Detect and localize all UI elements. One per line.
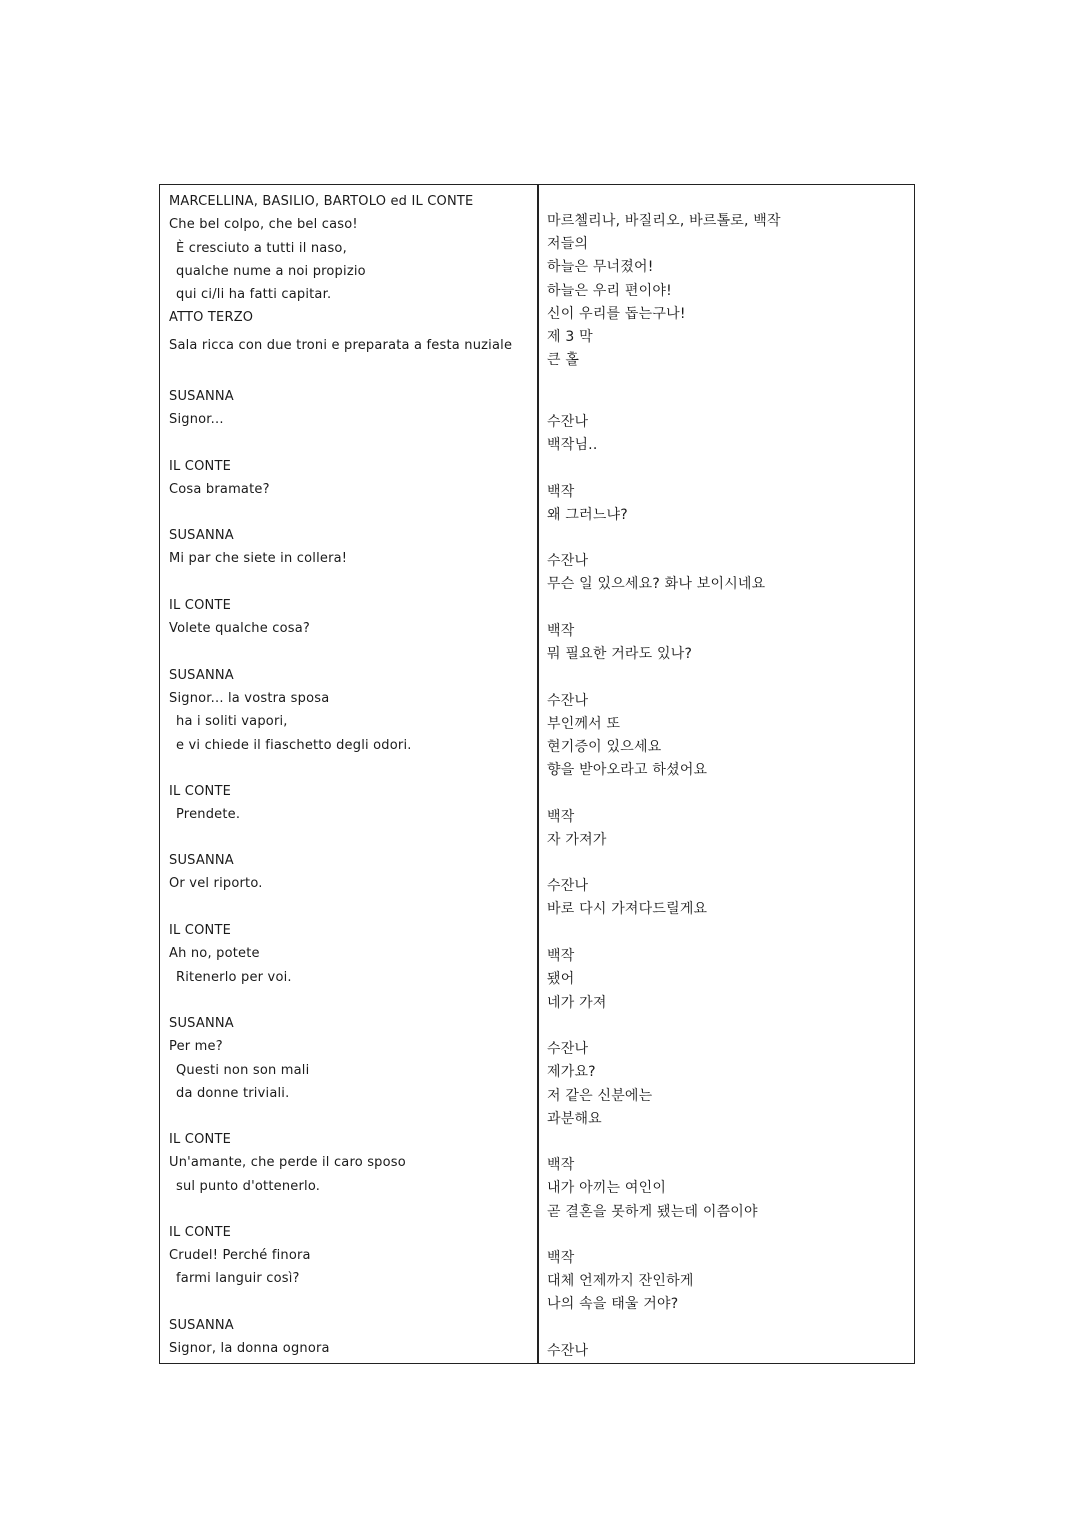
text-line: e vi chiede il fiaschetto degli odori. <box>176 738 412 753</box>
text-line: 백작님.. <box>547 437 598 453</box>
text-line: 됐어 <box>547 971 575 987</box>
text-line: 향을 받아오라고 하셨어요 <box>547 762 708 778</box>
speaker-name: SUSANNA <box>169 389 234 404</box>
text-line: È cresciuto a tutti il naso, <box>176 241 347 256</box>
text-line: Ah no, potete <box>169 946 260 961</box>
speaker-name: 백작 <box>547 1157 575 1173</box>
speaker-name: 수잔나 <box>547 553 589 569</box>
text-line: 곧 결혼을 못하게 됐는데 이쯤이야 <box>547 1204 758 1220</box>
speaker-name: 백작 <box>547 948 575 964</box>
text-line: 뭐 필요한 거라도 있나? <box>547 646 693 662</box>
text-line: 신이 우리를 돕는구나! <box>547 306 686 322</box>
speaker-name: IL CONTE <box>169 1132 231 1147</box>
text-line: 하늘은 무너졌어! <box>547 259 654 275</box>
text-line: Signor, la donna ognora <box>169 1341 330 1356</box>
text-line: Prendete. <box>176 807 241 822</box>
speaker-name: 수잔나 <box>547 1343 589 1359</box>
text-line: Cosa bramate? <box>169 482 270 497</box>
text-line: 무슨 일 있으세요? 화나 보이시네요 <box>547 576 766 592</box>
text-line: 하늘은 우리 편이야! <box>547 283 672 299</box>
text-line: farmi languir così? <box>176 1271 300 1286</box>
stage-direction: Sala ricca con due troni e preparata a festa nuziale <box>169 338 513 353</box>
text-line: Ritenerlo per voi. <box>176 970 292 985</box>
speaker-name: SUSANNA <box>169 1016 234 1031</box>
text-line: Signor... la vostra sposa <box>169 691 330 706</box>
speaker-name: 백작 <box>547 1250 575 1266</box>
text-line: Signor... <box>169 412 224 427</box>
text-line: 저 같은 신분에는 <box>547 1088 653 1104</box>
text-line: 대체 언제까지 잔인하게 <box>547 1273 694 1289</box>
text-line: Questi non son mali <box>176 1063 310 1078</box>
text-line: da donne triviali. <box>176 1086 290 1101</box>
speaker-name: SUSANNA <box>169 853 234 868</box>
speaker-name: 백작 <box>547 809 575 825</box>
speaker-name: IL CONTE <box>169 1225 231 1240</box>
text-line: 현기증이 있으세요 <box>547 739 662 755</box>
text-line: sul punto d'ottenerlo. <box>176 1179 321 1194</box>
text-line: 네가 가져 <box>547 995 607 1011</box>
speaker-name: 수잔나 <box>547 1041 589 1057</box>
text-line: 부인께서 또 <box>547 716 621 732</box>
text-line: 자 가져가 <box>547 832 607 848</box>
speaker-name: SUSANNA <box>169 668 234 683</box>
act-title: 제 3 막 <box>547 329 593 345</box>
text-line: Mi par che siete in collera! <box>169 551 348 566</box>
text-line: 왜 그러느냐? <box>547 507 628 523</box>
speaker-name: SUSANNA <box>169 1318 234 1333</box>
speaker-name: 수잔나 <box>547 878 589 894</box>
text-line: 저들의 <box>547 236 589 252</box>
text-line: 바로 다시 가져다드릴게요 <box>547 901 708 917</box>
speaker-name: IL CONTE <box>169 923 231 938</box>
text-line: Che bel colpo, che bel caso! <box>169 217 358 232</box>
text-line: qui ci/li ha fatti capitar. <box>176 287 332 302</box>
speaker-name: 수잔나 <box>547 693 589 709</box>
speaker-name: IL CONTE <box>169 784 231 799</box>
header-speakers: MARCELLINA, BASILIO, BARTOLO ed IL CONTE <box>169 194 474 209</box>
text-line: Per me? <box>169 1039 223 1054</box>
speaker-name: 백작 <box>547 623 575 639</box>
text-line: 나의 속을 태울 거야? <box>547 1296 679 1312</box>
speaker-name: IL CONTE <box>169 459 231 474</box>
text-line: qualche nume a noi propizio <box>176 264 366 279</box>
stage-direction: 큰 홀 <box>547 352 580 368</box>
text-line: 과분해요 <box>547 1111 602 1127</box>
text-line: Volete qualche cosa? <box>169 621 311 636</box>
act-title: ATTO TERZO <box>169 310 254 325</box>
text-line: Un'amante, che perde il caro sposo <box>169 1155 406 1170</box>
text-line: Or vel riporto. <box>169 876 263 891</box>
text-line: 내가 아끼는 여인이 <box>547 1180 667 1196</box>
speaker-name: 백작 <box>547 484 575 500</box>
text-line: 제가요? <box>547 1064 596 1080</box>
text-line: ha i soliti vapori, <box>176 714 288 729</box>
speaker-name: 수잔나 <box>547 414 589 430</box>
speaker-name: SUSANNA <box>169 528 234 543</box>
column-divider <box>537 184 539 1364</box>
header-speakers: 마르첼리나, 바질리오, 바르톨로, 백작 <box>547 213 781 229</box>
text-line: Crudel! Perché finora <box>169 1248 311 1263</box>
speaker-name: IL CONTE <box>169 598 231 613</box>
